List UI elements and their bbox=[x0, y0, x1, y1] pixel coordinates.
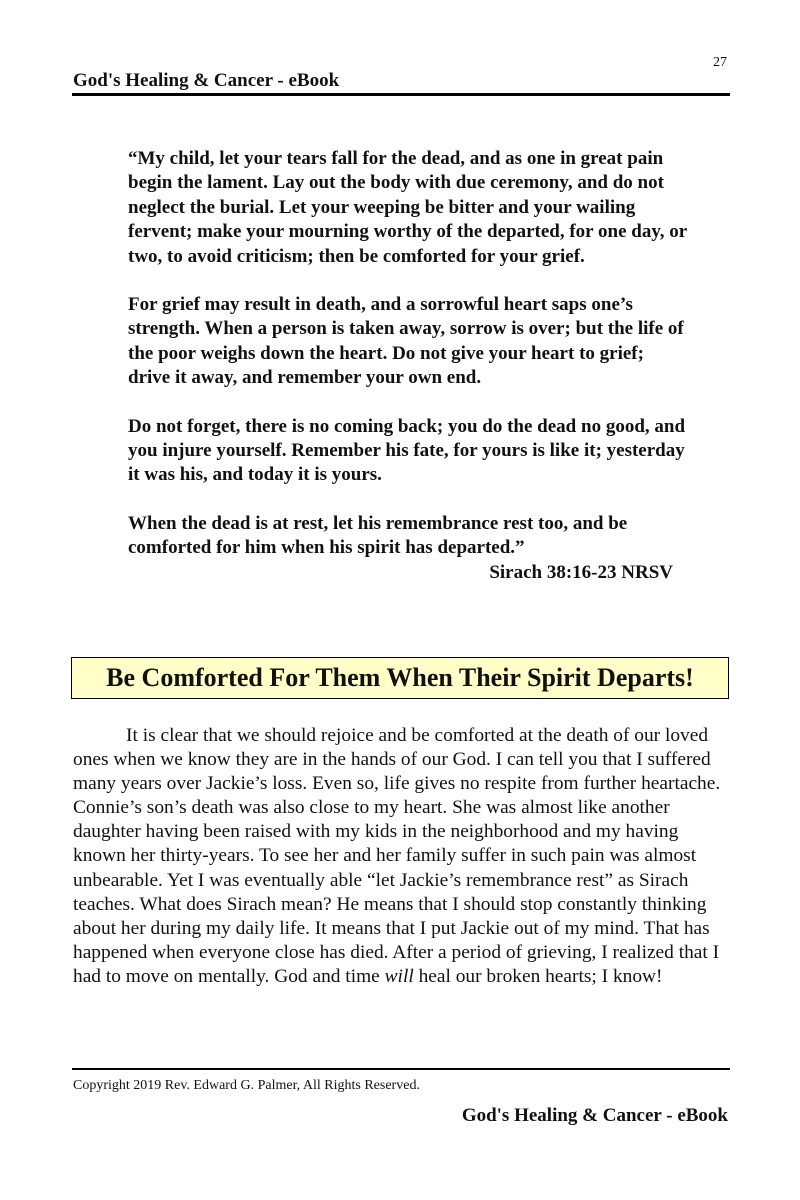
page-number: 27 bbox=[713, 55, 727, 70]
copyright-notice: Copyright 2019 Rev. Edward G. Palmer, All Rights Reserved. bbox=[73, 1078, 420, 1093]
header-title: God's Healing & Cancer - eBook bbox=[73, 70, 340, 91]
body-text-start: It is clear that we should rejoice and be comforted at the death of our loved ones when we know they are in the hands of our God. I can tell you that I suffered many years over Jackie’s loss. Even so, life gives no respite from further heartache. Connie’s son’s death was also close to my heart. She was almost like another daughter having been raised with my kids in the neighborhood and my having known her thirty-years. To see her and her family suffer in such pain was almost unbearable. Yet I was eventually able “let Jackie’s remembrance rest” as Sirach teaches. What does Sirach mean? He means that I should stop constantly thinking about her during my daily life. It means that I put Jackie out of my mind. That has happened when everyone close has died. After a period of grieving, I realized that I had to move on mentally. God and time bbox=[73, 725, 721, 987]
header-divider bbox=[72, 93, 730, 96]
section-heading-box bbox=[71, 657, 729, 699]
body-text-emphasis: will bbox=[384, 965, 414, 987]
quote-citation: Sirach 38:16-23 NRSV bbox=[489, 561, 673, 583]
quote-paragraph-1: “My child, let your tears fall for the dead, and as one in great pain begin the lament. Lay out the body with due ceremony, and do not neglect the burial. Let your weeping be bitter and your wailing fervent; make your mourning worthy of the departed, for one day, or two, to avoid criticism; then be comforted for your grief. bbox=[128, 148, 687, 267]
section-heading: Be Comforted For Them When Their Spirit Departs! bbox=[106, 663, 694, 692]
scripture-quote bbox=[128, 147, 688, 585]
body-paragraph bbox=[73, 724, 730, 989]
quote-paragraph-3: Do not forget, there is no coming back; you do the dead no good, and you injure yourself. Remember his fate, for yours is like it; yesterday it was his, and today it is yours. bbox=[128, 415, 686, 486]
footer-divider bbox=[72, 1068, 730, 1070]
footer-title: God's Healing & Cancer - eBook bbox=[461, 1105, 728, 1126]
body-text-end: heal our broken hearts; I know! bbox=[413, 965, 663, 987]
quote-paragraph-2: For grief may result in death, and a sorrowful heart saps one’s strength. When a person is taken away, sorrow is over; but the life of the poor weighs down the heart. Do not give your heart to grief; drive it away, and remember your own end. bbox=[128, 294, 684, 389]
quote-paragraph-4: When the dead is at rest, let his remembrance rest too, and be comforted for him when his spirit has departed.” bbox=[128, 512, 628, 559]
